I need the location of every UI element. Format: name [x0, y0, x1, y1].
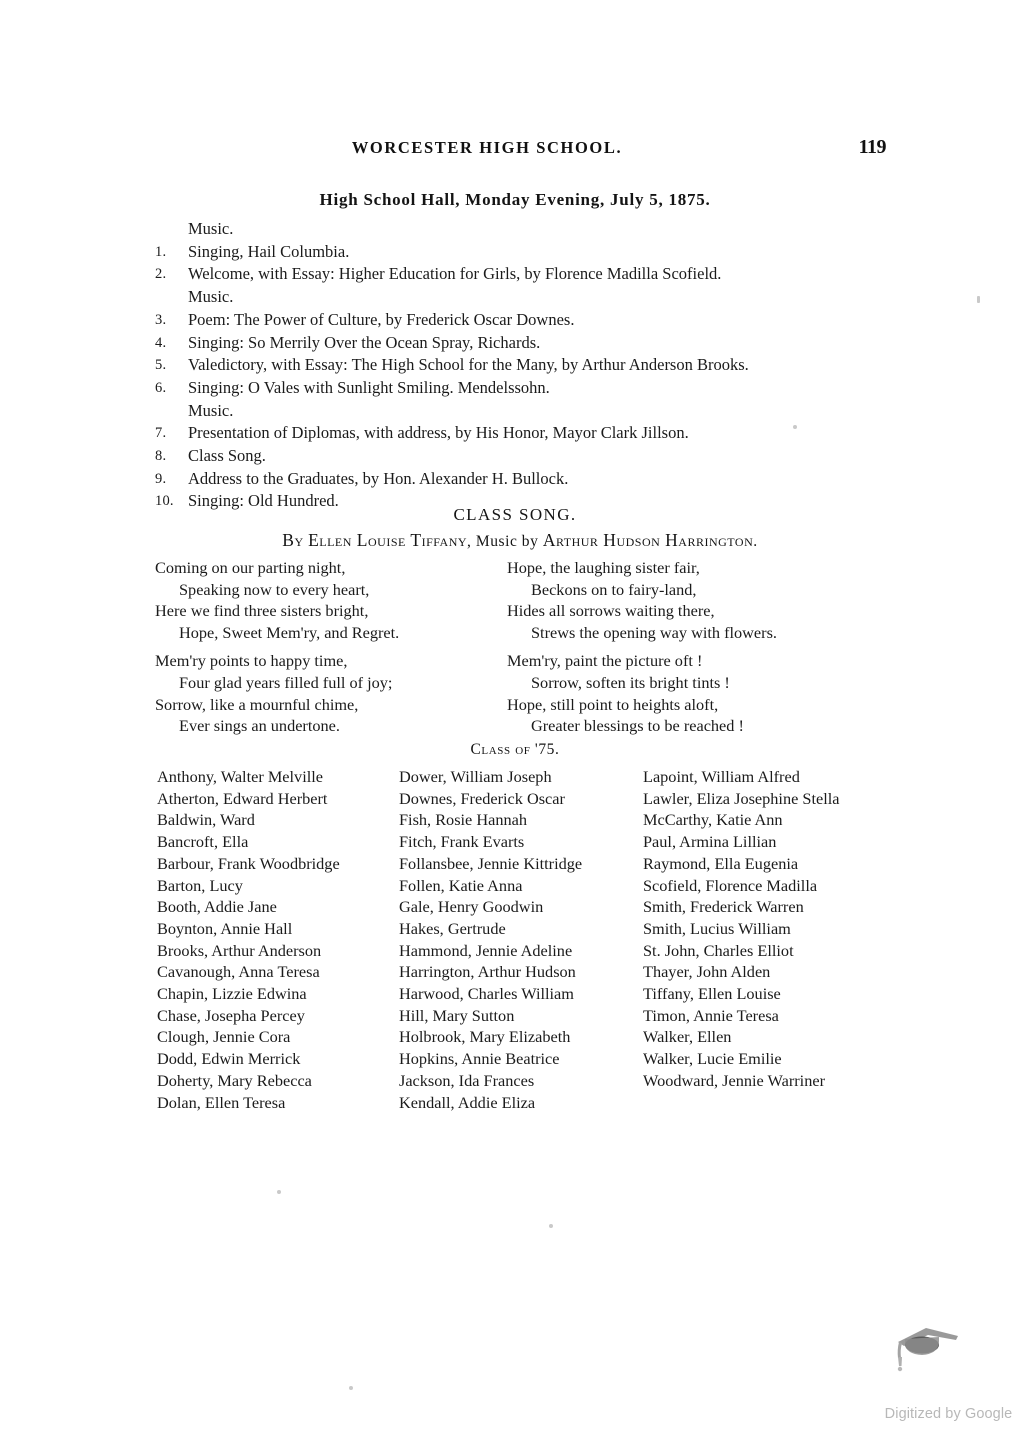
roster-name: Chase, Josepha Percey — [157, 1005, 305, 1025]
roster-name: Walker, Ellen — [643, 1027, 732, 1047]
roster-name: Timon, Annie Teresa — [643, 1005, 779, 1025]
roster-name: Bancroft, Ella — [157, 832, 249, 852]
roster-name: Boynton, Annie Hall — [157, 918, 293, 938]
program-item-number: 8. — [155, 448, 167, 465]
program-item-number: 6. — [155, 379, 167, 396]
roster-name: St. John, Charles Elliot — [643, 940, 794, 960]
roster-name: Barton, Lucy — [157, 875, 243, 895]
roster-name: Lawler, Eliza Josephine Stella — [643, 788, 840, 808]
roster-name: Dower, William Joseph — [399, 767, 552, 786]
verse-line: Beckons on to fairy-land, — [531, 579, 697, 599]
program-item — [155, 309, 915, 332]
roster-name: Barbour, Frank Woodbridge — [157, 853, 340, 873]
roster-name: Baldwin, Ward — [157, 810, 255, 830]
roster-column-3 — [643, 766, 918, 1092]
roster-name: McCarthy, Katie Ann — [643, 810, 783, 830]
program-item-text: Address to the Graduates, by Hon. Alexander H. Bullock. — [188, 468, 569, 488]
verse-stanza — [155, 557, 505, 643]
program-item-text: Music. — [188, 400, 234, 420]
verse-line: Ever sings an undertone. — [179, 716, 340, 736]
roster-name: Tiffany, Ellen Louise — [643, 984, 781, 1004]
program-item-text: Singing: So Merrily Over the Ocean Spray, Richards. — [188, 332, 541, 352]
roster-name: Raymond, Ella Eugenia — [643, 853, 799, 873]
program-item — [155, 468, 915, 491]
class-song-verses — [150, 557, 890, 737]
verse-line: Mem'ry, paint the picture oft ! — [507, 651, 703, 671]
verse-line: Hope, Sweet Mem'ry, and Regret. — [179, 622, 400, 642]
verse-column-right — [507, 557, 892, 744]
roster-name: Fitch, Frank Evarts — [399, 832, 525, 852]
program-item — [155, 377, 915, 400]
scan-speck — [977, 296, 980, 303]
program-item-text: Presentation of Diplomas, with address, by His Honor, Mayor Clark Jillson. — [188, 423, 689, 443]
program-item-number: 7. — [155, 425, 167, 442]
class-song-author: Ellen Louise Tiffany — [308, 530, 468, 550]
verse-line: Greater blessings to be reached ! — [531, 716, 744, 736]
roster-title: Class of '75. — [470, 741, 560, 758]
program-item-text: Music. — [188, 287, 234, 307]
verse-line: Four glad years filled full of joy; — [179, 672, 393, 692]
verse-stanza — [507, 650, 892, 736]
roster-name: Woodward, Jennie Warriner — [643, 1070, 825, 1090]
program-item — [155, 332, 915, 355]
roster-name: Hopkins, Annie Beatrice — [399, 1049, 560, 1069]
roster-name: Atherton, Edward Herbert — [157, 788, 328, 808]
program-item-number: 3. — [155, 311, 167, 328]
program-item-number: 4. — [155, 334, 167, 351]
program-item-text: Singing: O Vales with Sunlight Smiling. Mendelssohn. — [188, 377, 550, 397]
scan-speck — [793, 425, 797, 429]
roster-name: Holbrook, Mary Elizabeth — [399, 1027, 571, 1047]
roster-name: Chapin, Lizzie Edwina — [157, 984, 307, 1004]
roster-name: Follen, Katie Anna — [399, 875, 523, 895]
program-item-number: 1. — [155, 243, 167, 260]
program-item-number: 10. — [155, 493, 174, 510]
roster-name: Scofield, Florence Madilla — [643, 875, 818, 895]
roster-name: Smith, Frederick Warren — [643, 897, 804, 917]
roster-name: Walker, Lucie Emilie — [643, 1049, 782, 1069]
program-item-text: Poem: The Power of Culture, by Frederick Oscar Downes. — [188, 309, 575, 329]
class-song-byline — [150, 530, 890, 551]
verse-line: Sorrow, soften its bright tints ! — [531, 672, 730, 692]
roster-name: Jackson, Ida Frances — [399, 1070, 535, 1090]
event-heading: High School Hall, Monday Evening, July 5, 1875. — [319, 190, 711, 209]
verse-line: Sorrow, like a mournful chime, — [155, 694, 359, 714]
scan-speck — [549, 1224, 553, 1228]
page-number: 119 — [858, 136, 886, 158]
program-item-number: 9. — [155, 470, 167, 487]
roster-column-2 — [399, 766, 639, 1113]
verse-line: Hope, still point to heights aloft, — [507, 694, 719, 714]
verse-stanza — [155, 650, 505, 736]
roster-name: Fish, Rosie Hannah — [399, 810, 527, 830]
program-item-text: Music. — [188, 219, 234, 238]
byline-middle: , Music by — [467, 533, 539, 550]
roster-name: Hammond, Jennie Adeline — [399, 940, 573, 960]
program-item — [155, 354, 915, 377]
class-song-composer: Arthur Hudson Harrington — [542, 530, 754, 550]
roster-name: Lapoint, William Alfred — [643, 767, 800, 786]
running-head — [150, 136, 886, 164]
program-item-text: Singing: Old Hundred. — [188, 491, 339, 511]
roster-name: Booth, Addie Jane — [157, 897, 277, 917]
roster-name: Downes, Frederick Oscar — [399, 788, 565, 808]
scan-speck — [277, 1190, 281, 1194]
program-item-text: Valedictory, with Essay: The High School for the Many, by Arthur Anderson Brooks. — [188, 355, 749, 375]
scan-speck — [349, 1386, 353, 1390]
program-item — [155, 263, 915, 286]
byline-prefix: By — [282, 530, 304, 550]
verse-column-left — [155, 557, 505, 744]
graduate-roster — [155, 766, 915, 1116]
roster-name: Harwood, Charles William — [399, 984, 574, 1004]
program-item — [155, 241, 915, 264]
watermark-text: Digitized by Google — [884, 1406, 1013, 1422]
roster-name: Hakes, Gertrude — [399, 918, 506, 938]
roster-name: Hill, Mary Sutton — [399, 1005, 515, 1025]
verse-line: Hides all sorrows waiting there, — [507, 601, 715, 621]
roster-name: Brooks, Arthur Anderson — [157, 940, 322, 960]
roster-name: Anthony, Walter Melville — [157, 767, 323, 786]
verse-line: Here we find three sisters bright, — [155, 601, 369, 621]
roster-column-1 — [157, 766, 397, 1113]
roster-name: Clough, Jennie Cora — [157, 1027, 291, 1047]
roster-name: Cavanough, Anna Teresa — [157, 962, 320, 982]
graduation-cap-icon — [892, 1320, 964, 1378]
roster-name: Doherty, Mary Rebecca — [157, 1070, 312, 1090]
program-item — [155, 286, 915, 309]
roster-name: Dodd, Edwin Merrick — [157, 1049, 301, 1069]
roster-name: Kendall, Addie Eliza — [399, 1092, 536, 1112]
program-item — [155, 218, 915, 241]
byline-suffix: . — [753, 533, 758, 550]
verse-line: Speaking now to every heart, — [179, 579, 370, 599]
google-watermark — [876, 1320, 1021, 1435]
program-list — [155, 218, 915, 513]
program-item-text: Singing, Hail Columbia. — [188, 241, 350, 261]
verse-line: Hope, the laughing sister fair, — [507, 558, 700, 577]
verse-line: Coming on our parting night, — [155, 558, 346, 577]
class-song-title: CLASS SONG. — [453, 505, 577, 524]
verse-stanza — [507, 557, 892, 643]
roster-name: Follansbee, Jennie Kittridge — [399, 853, 583, 873]
running-head-title: WORCESTER HIGH SCHOOL. — [351, 138, 623, 157]
program-item-number: 2. — [155, 266, 167, 283]
program-item — [155, 422, 915, 445]
program-item — [155, 445, 915, 468]
program-item-number: 5. — [155, 357, 167, 374]
program-item-text: Welcome, with Essay: Higher Education for Girls, by Florence Madilla Scofield. — [188, 264, 722, 284]
verse-line: Strews the opening way with flowers. — [531, 622, 777, 642]
roster-name: Harrington, Arthur Hudson — [399, 962, 576, 982]
roster-name: Paul, Armina Lillian — [643, 832, 777, 852]
verse-line: Mem'ry points to happy time, — [155, 651, 348, 671]
roster-name: Smith, Lucius William — [643, 918, 791, 938]
program-item-text: Class Song. — [188, 446, 266, 466]
roster-name: Dolan, Ellen Teresa — [157, 1092, 286, 1112]
program-item — [155, 400, 915, 423]
roster-name: Gale, Henry Goodwin — [399, 897, 544, 917]
roster-name: Thayer, John Alden — [643, 962, 771, 982]
